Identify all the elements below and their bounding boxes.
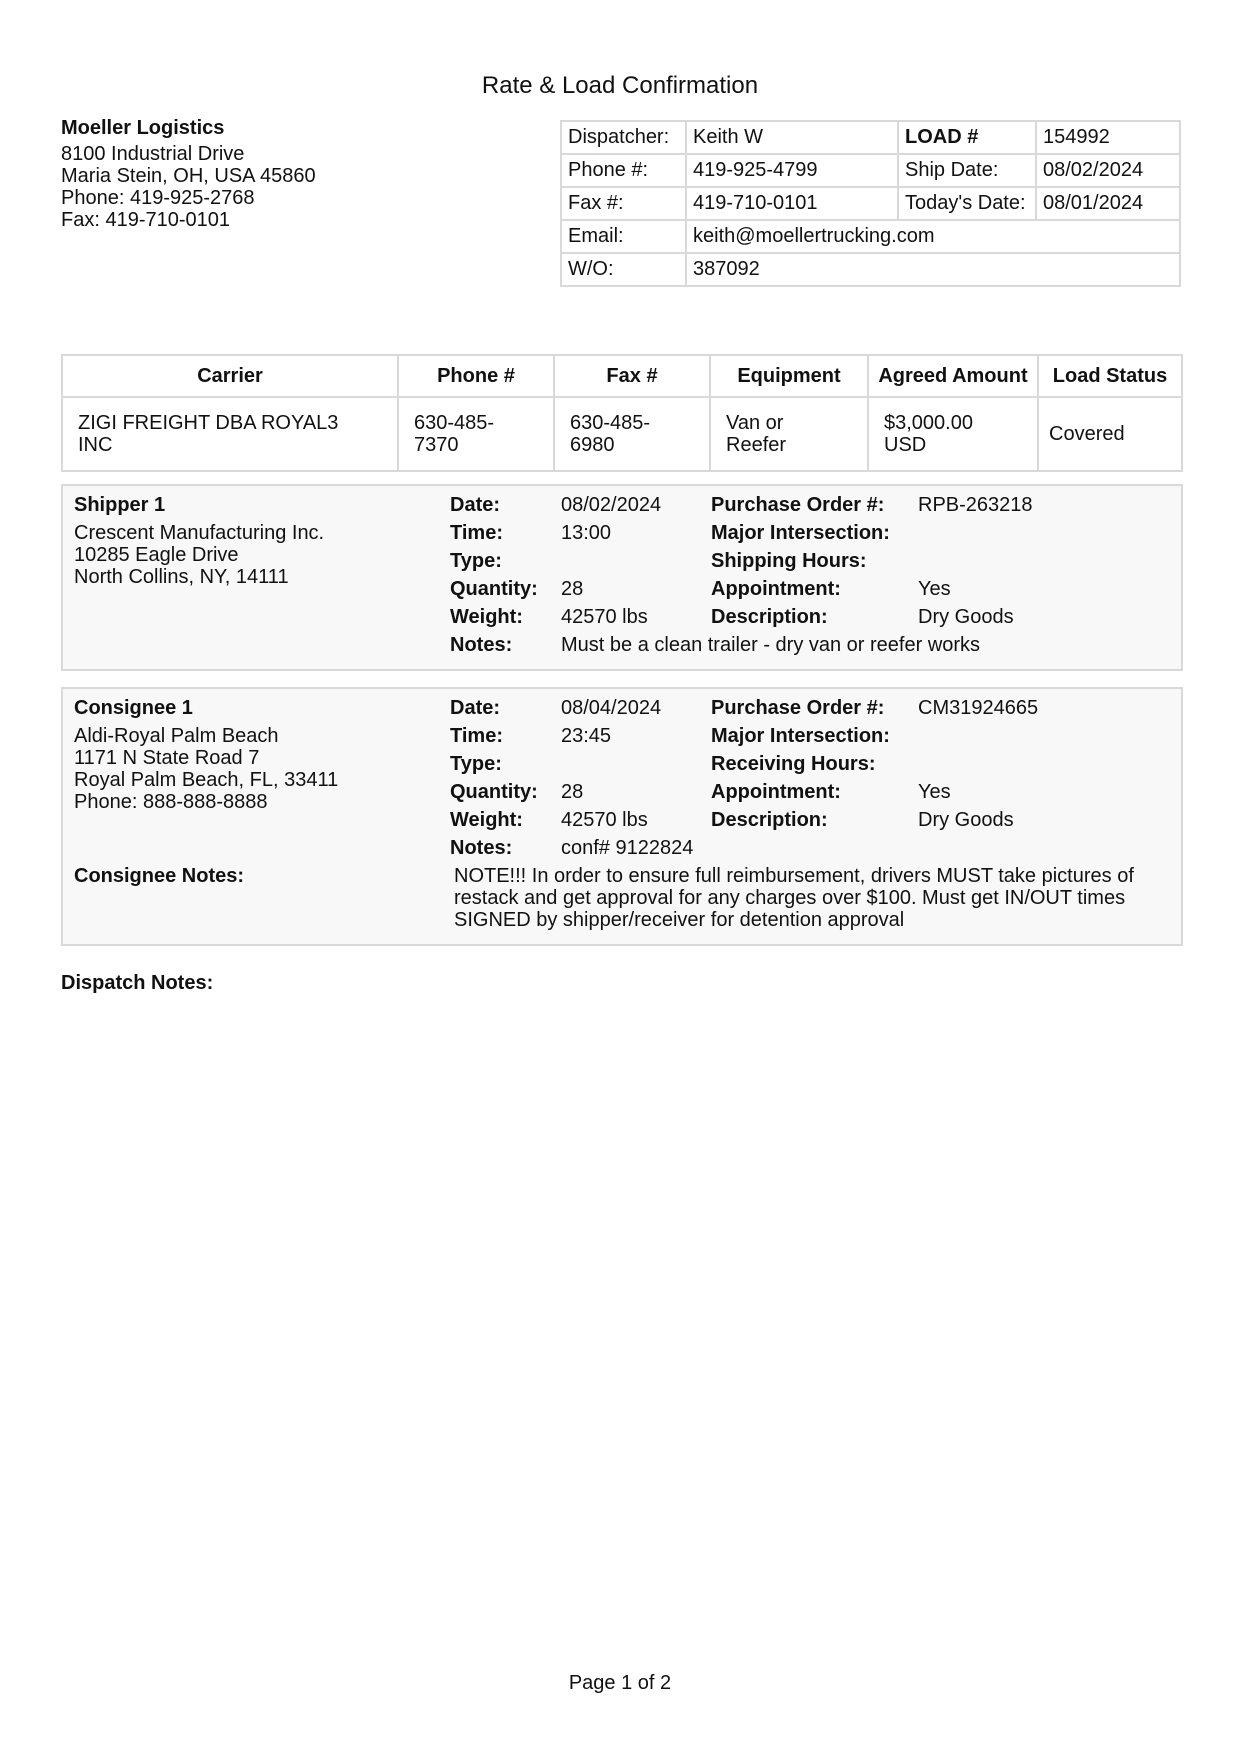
shipper-weight-label: Weight: bbox=[450, 606, 523, 628]
shipper-section bbox=[61, 484, 1183, 671]
consignee-date-value: 08/04/2024 bbox=[561, 697, 662, 719]
document-title: Rate & Load Confirmation bbox=[481, 72, 759, 99]
consignee-notes-text bbox=[454, 865, 1154, 931]
shipper-time-label: Time: bbox=[450, 522, 503, 544]
company-block bbox=[61, 117, 316, 231]
shipper-address bbox=[74, 522, 324, 588]
shipper-weight-value: 42570 lbs bbox=[561, 606, 648, 628]
carrier-fax-header: Fax # bbox=[554, 355, 710, 397]
carrier-table bbox=[61, 354, 1183, 472]
work-order-label: W/O: bbox=[561, 253, 686, 286]
consignee-quantity-value: 28 bbox=[561, 781, 584, 803]
shipper-po-value: RPB-263218 bbox=[918, 494, 1033, 516]
company-fax: Fax: 419-710-0101 bbox=[61, 209, 231, 231]
consignee-section bbox=[61, 687, 1183, 946]
shipper-quantity-value: 28 bbox=[561, 578, 584, 600]
dispatch-notes-label: Dispatch Notes: bbox=[61, 972, 214, 994]
consignee-notes-label: Notes: bbox=[450, 837, 513, 859]
consignee-date-label: Date: bbox=[450, 697, 501, 719]
shipper-heading: Shipper 1 bbox=[74, 494, 166, 516]
email-label: Email: bbox=[561, 220, 686, 253]
consignee-quantity-label: Quantity: bbox=[450, 781, 538, 803]
carrier-phone-line: 630-485- bbox=[414, 412, 495, 434]
consignee-weight-value: 42570 lbs bbox=[561, 809, 648, 831]
shipper-name: Crescent Manufacturing Inc. bbox=[74, 522, 325, 544]
ship-date-value: 08/02/2024 bbox=[1036, 154, 1180, 187]
consignee-notes-heading: Consignee Notes: bbox=[74, 865, 245, 887]
consignee-note-line: restack and get approval for any charges over $100. Must get IN/OUT times bbox=[454, 887, 1126, 909]
consignee-city: Royal Palm Beach, FL, 33411 bbox=[74, 769, 339, 791]
carrier-header: Carrier bbox=[62, 355, 398, 397]
carrier-name-line: INC bbox=[78, 434, 113, 456]
work-order-value: 387092 bbox=[686, 253, 1180, 286]
agreed-amount-cell bbox=[868, 397, 1038, 471]
consignee-time-label: Time: bbox=[450, 725, 503, 747]
equipment-cell bbox=[710, 397, 868, 471]
load-status-cell: Covered bbox=[1038, 397, 1182, 471]
consignee-po-label: Purchase Order #: bbox=[711, 697, 885, 719]
consignee-time-value: 23:45 bbox=[561, 725, 612, 747]
carrier-phone-header: Phone # bbox=[398, 355, 554, 397]
carrier-fax-cell bbox=[554, 397, 710, 471]
dispatcher-fax-value: 419-710-0101 bbox=[686, 187, 898, 220]
shipper-hours-label: Shipping Hours: bbox=[711, 550, 867, 572]
shipper-appointment-value: Yes bbox=[918, 578, 951, 600]
ship-date-label: Ship Date: bbox=[898, 154, 1036, 187]
consignee-appointment-value: Yes bbox=[918, 781, 951, 803]
company-name: Moeller Logistics bbox=[61, 117, 225, 139]
carrier-phone-cell bbox=[398, 397, 554, 471]
todays-date-value: 08/01/2024 bbox=[1036, 187, 1180, 220]
load-number-value: 154992 bbox=[1036, 121, 1180, 154]
company-phone: Phone: 419-925-2768 bbox=[61, 187, 255, 209]
consignee-hours-label: Receiving Hours: bbox=[711, 753, 876, 775]
shipper-major-intersection-label: Major Intersection: bbox=[711, 522, 890, 544]
equipment-line: Reefer bbox=[726, 434, 787, 456]
dispatch-info-table bbox=[560, 120, 1181, 287]
dispatcher-fax-label: Fax #: bbox=[561, 187, 686, 220]
shipper-type-label: Type: bbox=[450, 550, 502, 572]
company-address-line-1: 8100 Industrial Drive bbox=[61, 143, 245, 165]
dispatcher-phone-value: 419-925-4799 bbox=[686, 154, 898, 187]
equipment-header: Equipment bbox=[710, 355, 868, 397]
carrier-fax-line: 630-485- bbox=[570, 412, 651, 434]
todays-date-label: Today's Date: bbox=[898, 187, 1036, 220]
shipper-notes-value: Must be a clean trailer - dry van or reefer works bbox=[561, 634, 981, 656]
shipper-appointment-label: Appointment: bbox=[711, 578, 841, 600]
carrier-phone-line: 7370 bbox=[414, 434, 459, 456]
consignee-address bbox=[74, 725, 338, 813]
consignee-name: Aldi-Royal Palm Beach bbox=[74, 725, 279, 747]
consignee-appointment-label: Appointment: bbox=[711, 781, 841, 803]
shipper-date-label: Date: bbox=[450, 494, 501, 516]
shipper-time-value: 13:00 bbox=[561, 522, 612, 544]
consignee-phone: Phone: 888-888-8888 bbox=[74, 791, 268, 813]
consignee-description-label: Description: bbox=[711, 809, 828, 831]
company-address-line-2: Maria Stein, OH, USA 45860 bbox=[61, 165, 316, 187]
consignee-description-value: Dry Goods bbox=[918, 809, 1014, 831]
agreed-amount-header: Agreed Amount bbox=[868, 355, 1038, 397]
shipper-notes-label: Notes: bbox=[450, 634, 513, 656]
load-status-header: Load Status bbox=[1038, 355, 1182, 397]
consignee-weight-label: Weight: bbox=[450, 809, 523, 831]
carrier-name-line: ZIGI FREIGHT DBA ROYAL3 bbox=[78, 412, 339, 434]
load-number-label: LOAD # bbox=[898, 121, 1036, 154]
shipper-city: North Collins, NY, 14111 bbox=[74, 566, 289, 588]
consignee-note-line: NOTE!!! In order to ensure full reimbursement, drivers MUST take pictures of bbox=[454, 865, 1134, 887]
page-number: Page 1 of 2 bbox=[568, 1672, 672, 1694]
shipper-quantity-label: Quantity: bbox=[450, 578, 538, 600]
consignee-major-intersection-label: Major Intersection: bbox=[711, 725, 890, 747]
carrier-fax-line: 6980 bbox=[570, 434, 615, 456]
shipper-date-value: 08/02/2024 bbox=[561, 494, 662, 516]
dispatcher-value: Keith W bbox=[686, 121, 898, 154]
consignee-notes-value: conf# 9122824 bbox=[561, 837, 694, 859]
consignee-heading: Consignee 1 bbox=[74, 697, 193, 719]
agreed-amount-line: USD bbox=[884, 434, 927, 456]
dispatcher-phone-label: Phone #: bbox=[561, 154, 686, 187]
agreed-amount-line: $3,000.00 bbox=[884, 412, 973, 434]
email-value: keith@moellertrucking.com bbox=[686, 220, 1180, 253]
consignee-type-label: Type: bbox=[450, 753, 502, 775]
carrier-name-cell bbox=[62, 397, 398, 471]
dispatcher-label: Dispatcher: bbox=[561, 121, 686, 154]
shipper-description-label: Description: bbox=[711, 606, 828, 628]
consignee-note-line: SIGNED by shipper/receiver for detention approval bbox=[454, 909, 905, 931]
consignee-po-value: CM31924665 bbox=[918, 697, 1039, 719]
equipment-line: Van or bbox=[726, 412, 784, 434]
shipper-po-label: Purchase Order #: bbox=[711, 494, 885, 516]
shipper-description-value: Dry Goods bbox=[918, 606, 1014, 628]
shipper-street: 10285 Eagle Drive bbox=[74, 544, 239, 566]
table-row bbox=[62, 397, 1182, 471]
consignee-street: 1171 N State Road 7 bbox=[74, 747, 260, 769]
